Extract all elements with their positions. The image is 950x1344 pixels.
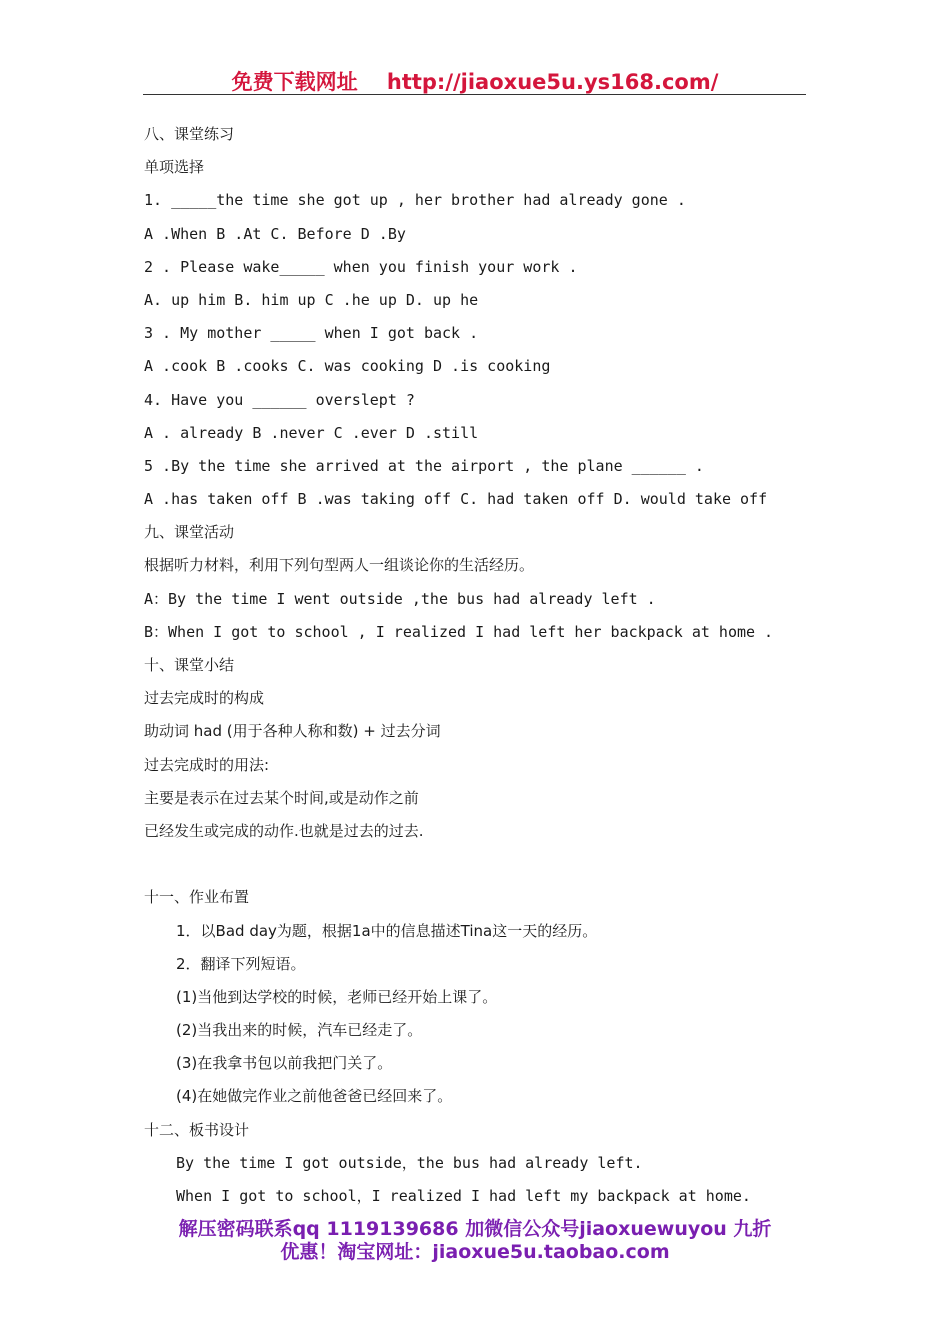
question-1-options: A .When B .At C. Before D .By xyxy=(144,224,406,243)
section-heading-homework: 十一、作业布置 xyxy=(144,888,250,907)
blank-line xyxy=(144,848,804,881)
header-divider xyxy=(143,94,806,95)
document-body xyxy=(144,118,804,1213)
translation-item-2: (2)当我出来的时候，汽车已经走了。 xyxy=(176,1021,423,1040)
subheading-single-choice: 单项选择 xyxy=(144,158,205,177)
homework-item-1: 1．以Bad day为题，根据1a中的信息描述Tina这一天的经历。 xyxy=(176,921,598,940)
activity-instruction: 根据听力材料，利用下列句型两人一组谈论你的生活经历。 xyxy=(144,556,535,575)
summary-structure-formula: 助动词 had (用于各种人称和数) + 过去分词 xyxy=(144,722,441,741)
promo-footer-line-1: 解压密码联系qq 1119139686 加微信公众号jiaoxuewuyou 九折 xyxy=(178,1218,772,1240)
summary-usage-line-1: 主要是表示在过去某个时间,或是动作之前 xyxy=(144,788,419,807)
board-sentence-2: When I got to school，I realized I had left my backpack at home. xyxy=(176,1187,751,1205)
question-5: 5 .By the time she arrived at the airport , the plane ______ . xyxy=(144,456,704,475)
question-1: 1. _____the time she got up , her brother had already gone . xyxy=(144,191,686,210)
translation-item-3: (3)在我拿书包以前我把门关了。 xyxy=(176,1054,393,1073)
question-3: 3 . My mother _____ when I got back . xyxy=(144,324,479,343)
section-heading-activity: 九、课堂活动 xyxy=(144,523,235,542)
dialogue-a: A：By the time I went outside ,the bus had already left . xyxy=(144,589,656,608)
download-site-header: 免费下载网址 http://jiaoxue5u.ys168.com/ xyxy=(231,70,719,94)
summary-structure-title: 过去完成时的构成 xyxy=(144,689,265,708)
question-2-options: A. up him B. him up C .he up D. up he xyxy=(144,290,479,309)
promo-footer-line-2: 优惠！淘宝网址：jiaoxue5u.taobao.com xyxy=(280,1241,670,1263)
section-heading-board-design: 十二、板书设计 xyxy=(144,1120,250,1139)
homework-item-2: 2．翻译下列短语。 xyxy=(176,954,306,973)
summary-usage-line-2: 已经发生或完成的动作.也就是过去的过去. xyxy=(144,821,424,840)
question-5-options: A .has taken off B .was taking off C. had taken off D. would take off xyxy=(144,490,768,509)
summary-usage-title: 过去完成时的用法: xyxy=(144,755,270,774)
question-4: 4. Have you ______ overslept ? xyxy=(144,390,415,409)
translation-item-1: (1)当他到达学校的时候，老师已经开始上课了。 xyxy=(176,987,498,1006)
translation-item-4: (4)在她做完作业之前他爸爸已经回来了。 xyxy=(176,1087,453,1106)
question-2: 2 . Please wake_____ when you finish your work . xyxy=(144,257,578,276)
question-3-options: A .cook B .cooks C. was cooking D .is cooking xyxy=(144,357,551,376)
section-heading-summary: 十、课堂小结 xyxy=(144,656,235,674)
dialogue-b: B：When I got to school , I realized I had left her backpack at home . xyxy=(144,622,774,641)
question-4-options: A . already B .never C .ever D .still xyxy=(144,423,479,442)
board-sentence-1: By the time I got outside，the bus had already left. xyxy=(176,1153,643,1172)
promo-footer xyxy=(0,1218,950,1264)
section-heading-practice: 八、课堂练习 xyxy=(144,125,235,143)
